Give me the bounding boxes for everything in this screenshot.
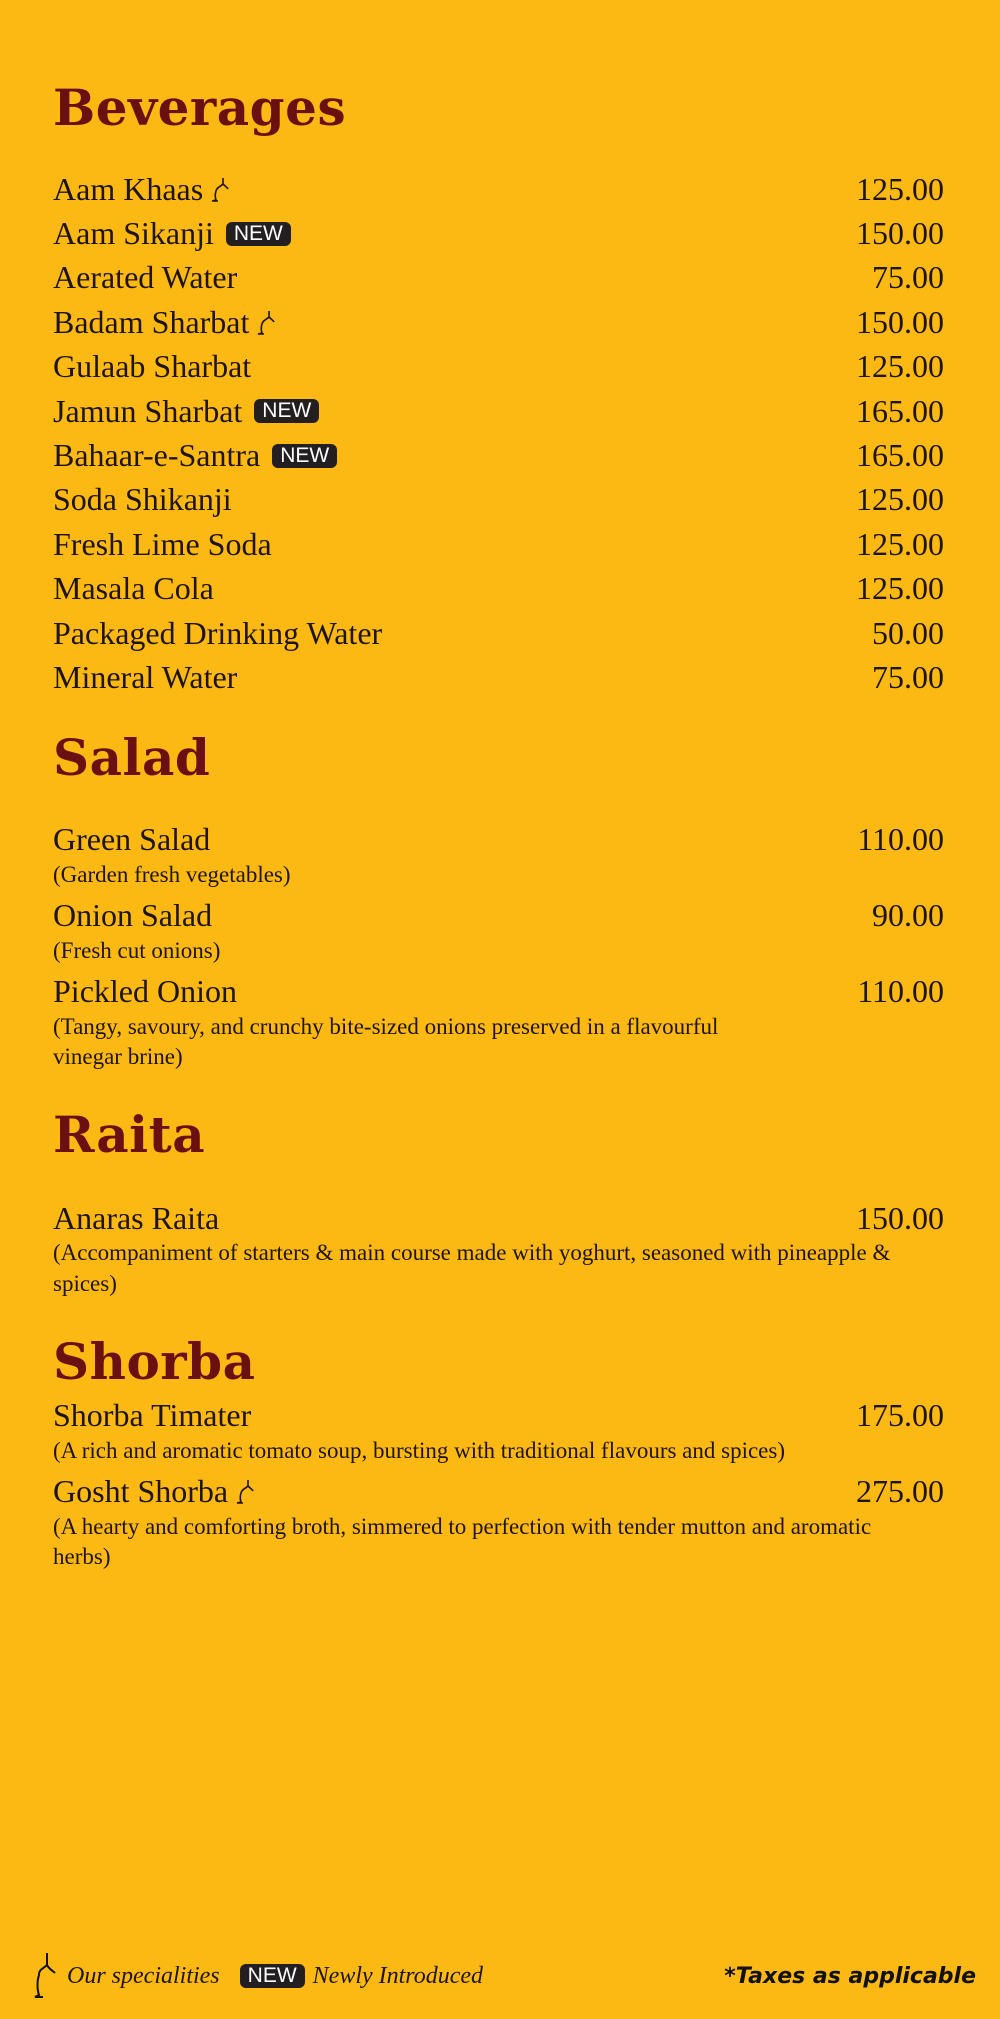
menu-item: [53, 389, 944, 433]
section-heading: Beverages: [53, 78, 347, 137]
item-description: (Accompaniment of starters & main course made with yoghurt, seasoned with pineapple & spices): [53, 1240, 891, 1296]
new-badge: NEW: [240, 1964, 305, 1988]
item-name: Packaged Drinking Water: [53, 614, 383, 651]
item-description: (Garden fresh vegetables): [53, 862, 291, 888]
menu-item: [53, 345, 944, 389]
item-description: (Fresh cut onions): [53, 937, 221, 963]
menu-item: [53, 611, 944, 655]
item-price: 175.00: [856, 1396, 944, 1433]
item-price: 50.00: [872, 614, 944, 651]
new-badge: NEW: [226, 222, 291, 246]
item-price: 75.00: [872, 259, 944, 296]
item-name: Bahaar-e-Santra: [53, 437, 261, 474]
item-name: Gosht Shorba: [53, 1472, 229, 1509]
menu-item: [53, 567, 944, 611]
menu-item: [53, 433, 944, 477]
menu-item: [53, 522, 944, 566]
menu-item: [53, 818, 944, 891]
item-name: Aam Khaas: [53, 170, 204, 207]
item-name: Aam Sikanji: [53, 215, 214, 252]
speciality-icon: [257, 309, 275, 335]
item-name: Green Salad: [53, 821, 211, 858]
menu-item: [53, 1393, 944, 1466]
item-price: 75.00: [872, 658, 944, 695]
item-name: Badam Sharbat: [53, 303, 250, 340]
item-description: (A hearty and comforting broth, simmered to perfection with tender mutton and aromatic herbs): [53, 1513, 872, 1570]
item-name: Mineral Water: [53, 658, 238, 695]
section-heading: Salad: [53, 727, 211, 787]
item-price: 125.00: [856, 570, 944, 607]
new-badge: NEW: [272, 444, 337, 468]
item-price: 125.00: [856, 481, 944, 518]
item-price: 110.00: [857, 973, 944, 1010]
menu: [53, 0, 944, 1573]
item-name: Shorba Timater: [53, 1396, 252, 1433]
item-price: 165.00: [856, 392, 944, 429]
menu-item: [53, 1196, 944, 1299]
item-description: (Tangy, savoury, and crunchy bite-sized onions preserved in a flavourful vinegar brine): [53, 1013, 719, 1070]
section-heading: Raita: [53, 1104, 206, 1164]
menu-item: [53, 300, 944, 344]
speciality-label: Our specialities: [67, 1962, 220, 1989]
legend: [33, 1951, 483, 2001]
item-price: 125.00: [856, 525, 944, 562]
menu-item: [53, 167, 944, 211]
speciality-icon: [211, 176, 229, 202]
item-name: Jamun Sharbat: [53, 392, 243, 429]
menu-item: [53, 1469, 944, 1572]
item-price: 165.00: [856, 437, 944, 474]
menu-item: [53, 256, 944, 300]
item-price: 125.00: [856, 170, 944, 207]
item-price: 275.00: [856, 1472, 944, 1509]
menu-item: [53, 478, 944, 522]
item-price: 150.00: [856, 1199, 944, 1236]
item-price: 125.00: [856, 348, 944, 385]
item-price: 110.00: [857, 821, 944, 858]
item-name: Soda Shikanji: [53, 481, 232, 518]
menu-item: [53, 655, 944, 699]
speciality-icon: [33, 1951, 59, 2001]
taxes-note: *Taxes as applicable: [724, 1963, 976, 1989]
item-name: Gulaab Sharbat: [53, 348, 252, 385]
legend-footer: [33, 1950, 976, 2002]
menu-item: [53, 211, 944, 255]
menu-item: [53, 894, 944, 967]
item-price: 150.00: [856, 303, 944, 340]
new-label: Newly Introduced: [312, 1962, 484, 1989]
item-name: Fresh Lime Soda: [53, 525, 272, 562]
item-name: Anaras Raita: [53, 1199, 220, 1236]
item-price: 150.00: [856, 215, 944, 252]
item-name: Aerated Water: [53, 259, 238, 296]
item-name: Pickled Onion: [53, 973, 237, 1010]
item-name: Masala Cola: [53, 570, 214, 607]
menu-item: [53, 969, 944, 1072]
item-name: Onion Salad: [53, 897, 213, 934]
item-price: 90.00: [872, 897, 944, 934]
speciality-icon: [236, 1478, 254, 1504]
section-heading: Shorba: [53, 1332, 256, 1392]
new-badge: NEW: [254, 399, 319, 423]
item-description: (A rich and aromatic tomato soup, bursting with traditional flavours and spices): [53, 1437, 786, 1463]
